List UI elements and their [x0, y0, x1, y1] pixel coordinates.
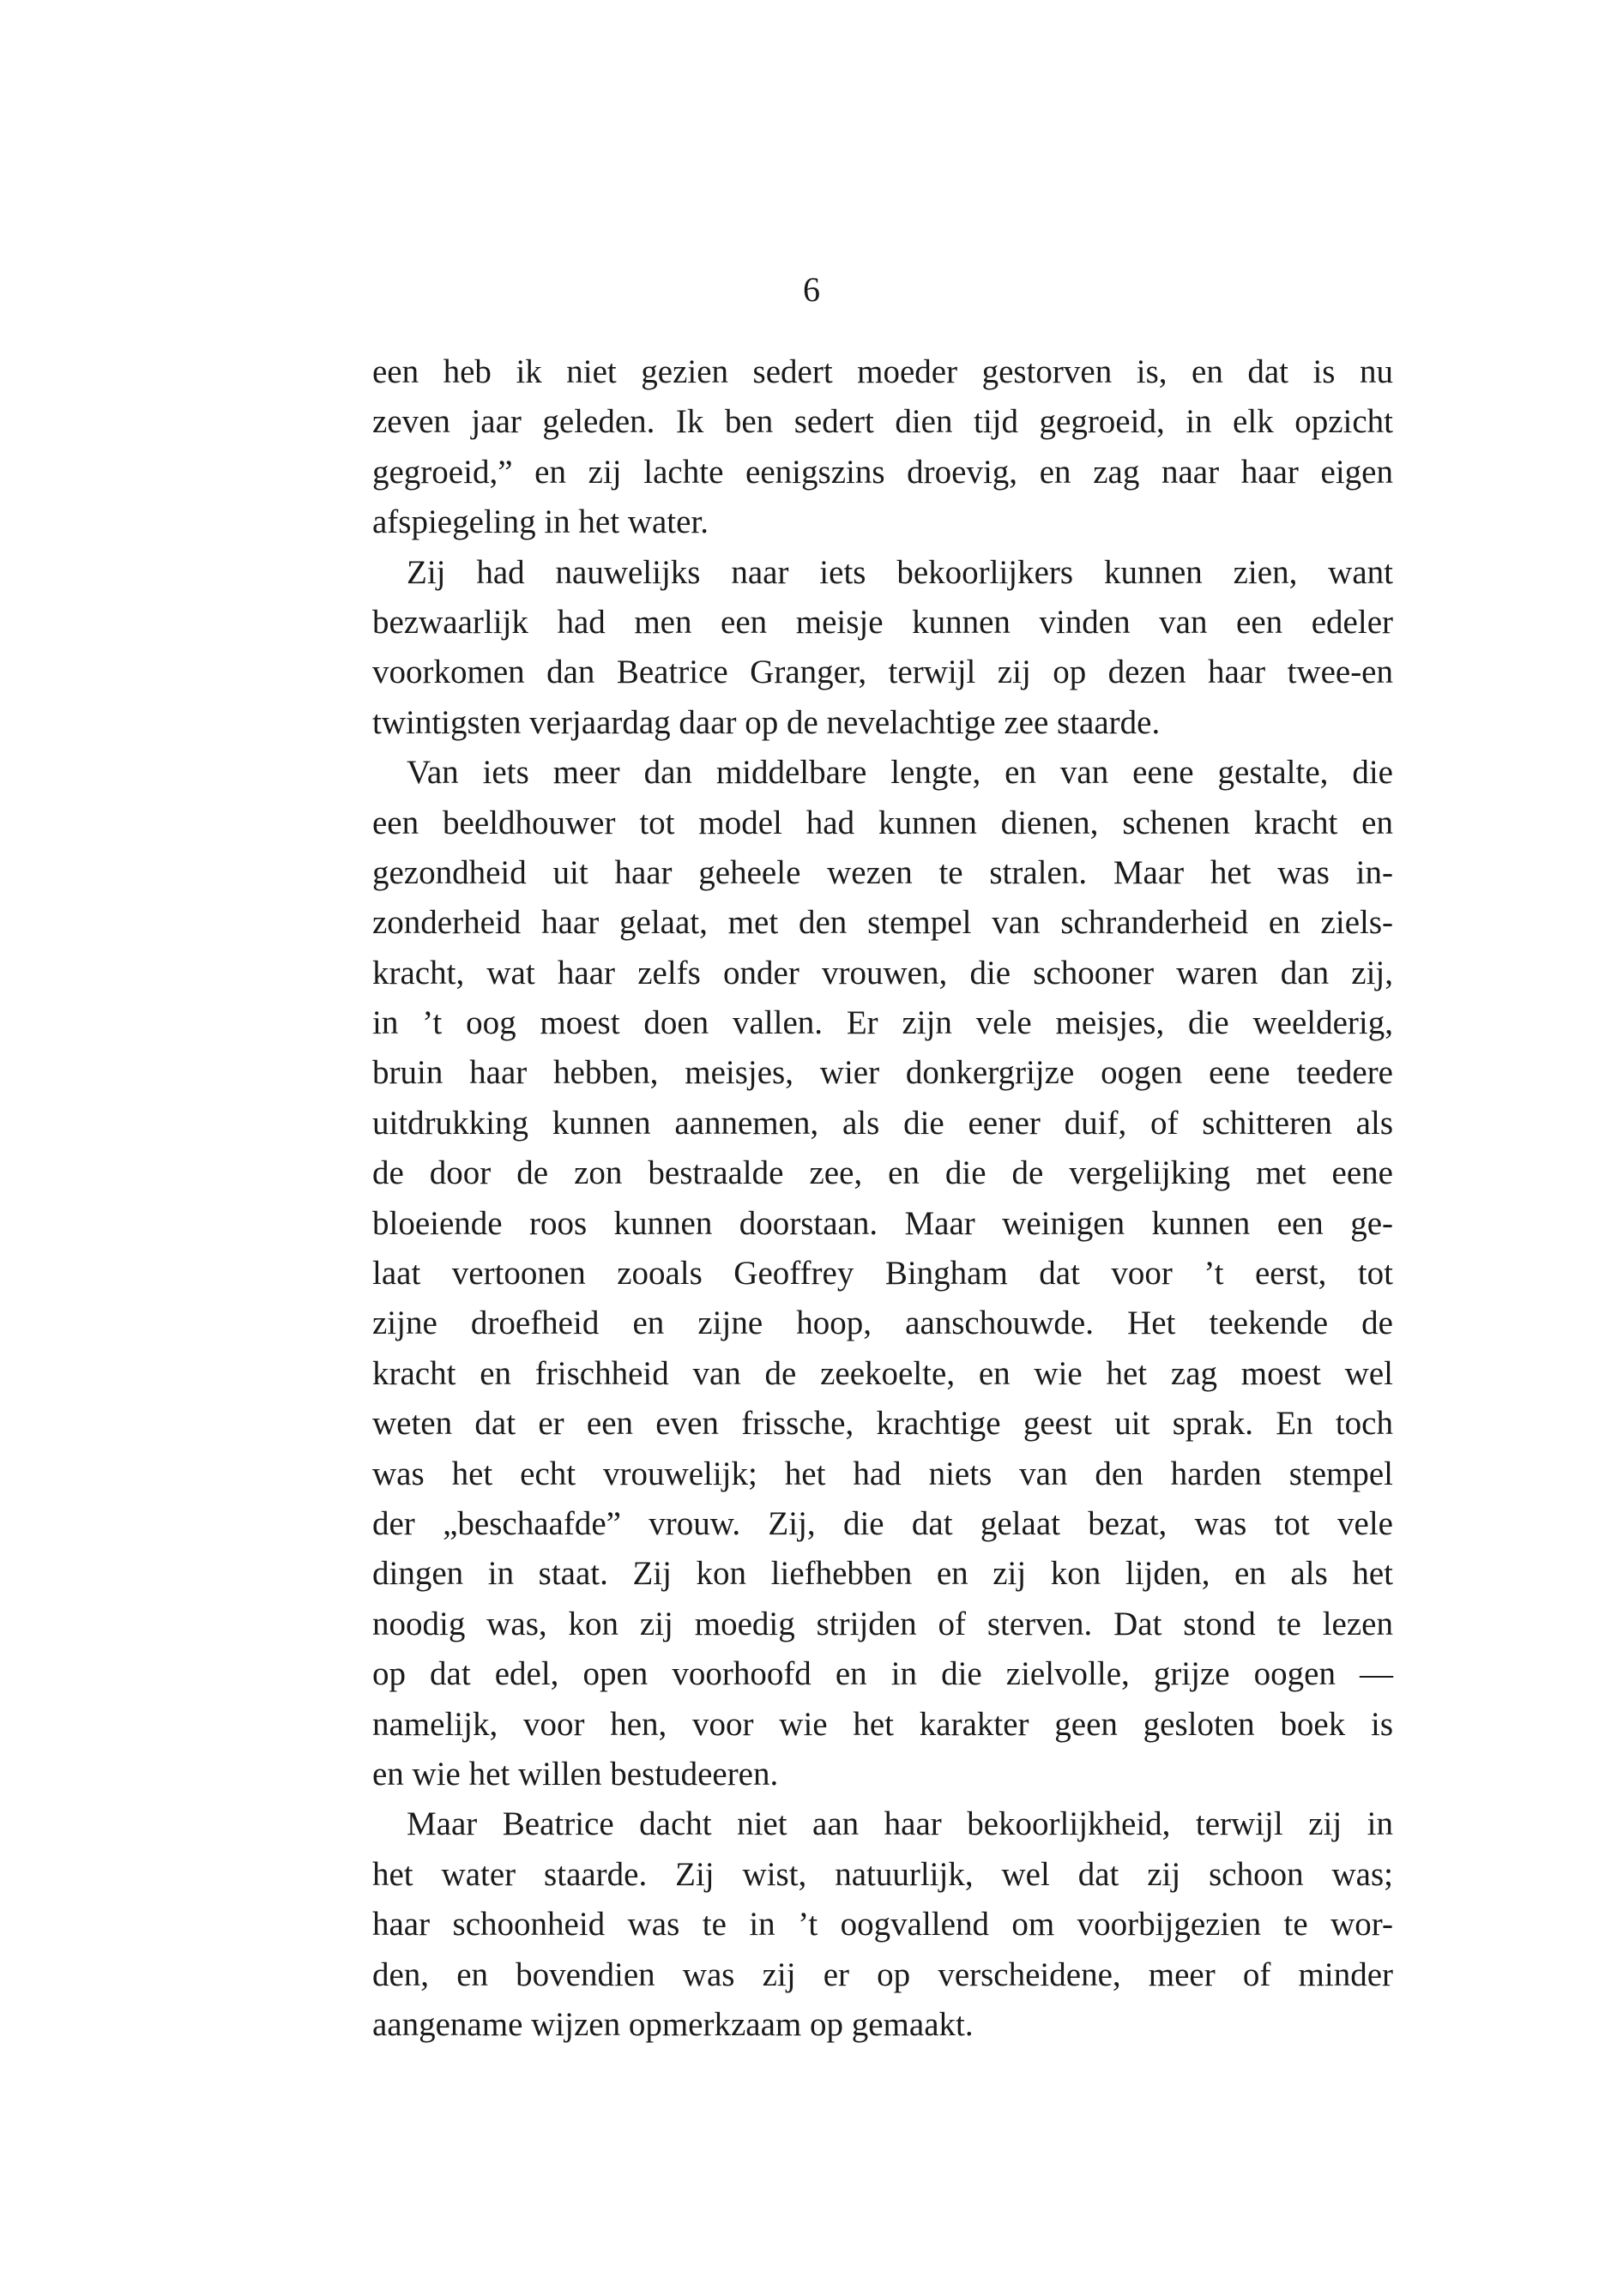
page-number: 6 [803, 270, 820, 309]
text-line: Maar Beatrice dacht niet aan haar bekoorlijkheid, terwijl zij in [407, 1805, 1393, 1843]
text-line: op dat edel, open voorhoofd en in die zielvolle, grijze oogen — [372, 1655, 1393, 1693]
text-line: Van iets meer dan middelbare lengte, en van eene gestalte, die [407, 754, 1393, 792]
text-line: voorkomen dan Beatrice Granger, terwijl zij op dezen haar twee-en [372, 654, 1393, 691]
paragraph-4 [372, 1799, 1393, 2050]
paragraph-3 [372, 748, 1393, 1799]
text-line: bezwaarlijk had men een meisje kunnen vinden van een edeler [372, 603, 1393, 641]
body-text [372, 347, 1393, 2050]
text-line: Zij had nauwelijks naar iets bekoorlijkers kunnen zien, want [407, 553, 1393, 591]
paragraph-1 [372, 347, 1393, 548]
text-line: uitdrukking kunnen aannemen, als die eener duif, of schitteren als [372, 1104, 1393, 1142]
text-line: een heb ik niet gezien sedert moeder gestorven is, en dat is nu [372, 353, 1393, 390]
text-line: der „beschaafde” vrouw. Zij, die dat gelaat bezat, was tot vele [372, 1504, 1393, 1542]
text-line: dingen in staat. Zij kon liefhebben en zij kon lijden, en als het [372, 1555, 1393, 1593]
text-line: gegroeid,” en zij lachte eenigszins droevig, en zag naar haar eigen [372, 453, 1393, 491]
text-line: namelijk, voor hen, voor wie het karakter geen gesloten boek is [372, 1705, 1393, 1743]
text-line: zonderheid haar gelaat, met den stempel van schranderheid en ziels- [372, 904, 1393, 942]
text-line: zijne droefheid en zijne hoop, aanschouwde. Het teekende de [372, 1305, 1393, 1342]
text-line: zeven jaar geleden. Ik ben sedert dien tijd gegroeid, in elk opzicht [372, 403, 1393, 441]
text-line: aangename wijzen opmerkzaam op gemaakt. [372, 2005, 974, 2043]
paragraph-2 [372, 548, 1393, 749]
text-line: twintigsten verjaardag daar op de nevelachtige zee staarde. [372, 703, 1161, 741]
text-line: het water staarde. Zij wist, natuurlijk, wel dat zij schoon was; [372, 1855, 1393, 1893]
text-line: den, en bovendien was zij er op verscheidene, meer of minder [372, 1956, 1393, 1993]
text-line: noodig was, kon zij moedig strijden of sterven. Dat stond te lezen [372, 1605, 1393, 1642]
text-line: bruin haar hebben, meisjes, wier donkergrijze oogen eene teedere [372, 1054, 1393, 1092]
text-line: weten dat er een even frissche, krachtige geest uit sprak. En toch [372, 1405, 1393, 1443]
text-line: bloeiende roos kunnen doorstaan. Maar weinigen kunnen een ge- [372, 1204, 1393, 1242]
text-line: kracht en frischheid van de zeekoelte, en wie het zag moest wel [372, 1354, 1393, 1392]
text-line: een beeldhouwer tot model had kunnen dienen, schenen kracht en [372, 804, 1393, 841]
text-line: haar schoonheid was te in ’t oogvallend om voorbijgezien te wor- [372, 1906, 1393, 1943]
text-line: in ’t oog moest doen vallen. Er zijn vele meisjes, die weelderig, [372, 1004, 1393, 1042]
text-line: laat vertoonen zooals Geoffrey Bingham dat voor ’t eerst, tot [372, 1255, 1393, 1293]
text-line: en wie het willen bestudeeren. [372, 1755, 779, 1793]
text-line: afspiegeling in het water. [372, 503, 709, 541]
text-line: was het echt vrouwelijk; het had niets van den harden stempel [372, 1455, 1393, 1492]
text-line: gezondheid uit haar geheele wezen te stralen. Maar het was in- [372, 853, 1393, 891]
text-line: kracht, wat haar zelfs onder vrouwen, die schooner waren dan zij, [372, 954, 1393, 991]
text-line: de door de zon bestraalde zee, en die de vergelijking met eene [372, 1154, 1393, 1192]
